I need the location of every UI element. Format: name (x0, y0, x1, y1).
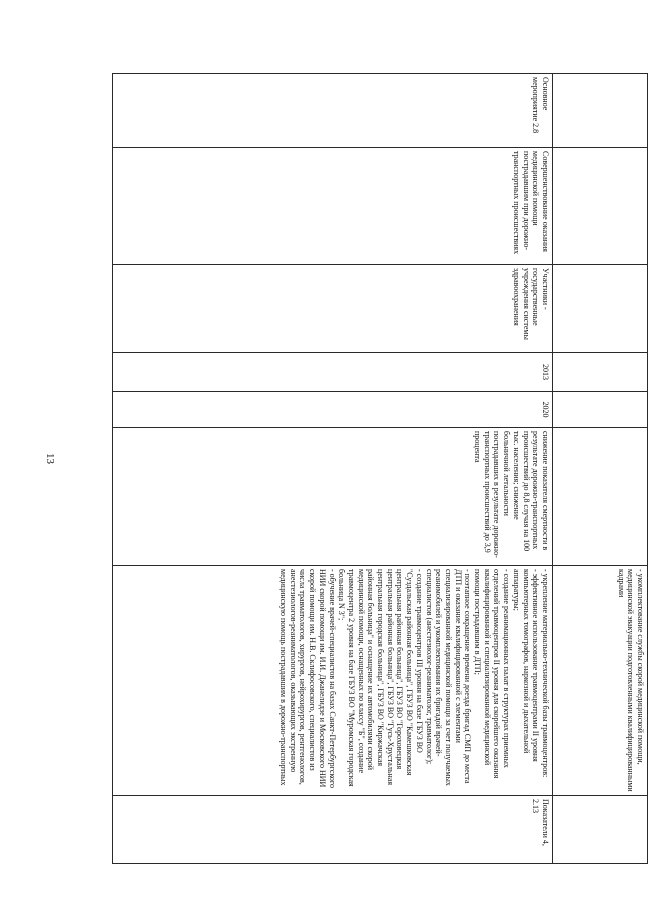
table-row-main (113, 74, 553, 864)
expected-result-text: снижение показателя смертности в результате дорожно-транспортных происшествий до 8,8 случая на 100 тыс. населения; снижение больничной летальности пострадавших в результате дорожно-транспортных происшествий до 3,9 процента (473, 431, 550, 558)
cell-executor (113, 265, 553, 353)
cell-name (113, 148, 553, 265)
page-number: 13 (44, 453, 56, 464)
rotated-table-page (112, 73, 648, 863)
direction-item: - создание реанимационных палат в структурах приемных отделений травмоцентров II уровня для скорейшего оказания квалифицированной и специализированной медицинской помощи пострадавшим в ДТП; (473, 569, 512, 779)
table-row-continuation (553, 74, 648, 864)
cell-directions (113, 566, 553, 796)
direction-item: - эффективное использование травмоцентрами II уровня компьютерных томографов, наркозной и дыхательной аппаратуры; (511, 569, 541, 762)
cell-empty-item (553, 74, 648, 148)
cell-empty-start (553, 353, 648, 392)
direction-item: - поэтапное сокращение времени доезда бригад СМП до места ДТП и оказание квалифицированной с элементами специализированной медицинской помощи за счет получаемых реанимобилей и укомплектования их бригадой врачей-специалистов (анестезиолог-реаниматолог, травматолог); (424, 569, 473, 786)
cell-empty-executor (553, 265, 648, 353)
cell-empty-end (553, 392, 648, 428)
cell-continued-result (553, 566, 648, 796)
cell-empty-name (553, 148, 648, 265)
cell-item (113, 74, 553, 148)
end-year: 2020 (541, 401, 550, 418)
continued-result-text: - укомплектование службы скорой медицинской помощи, медицинской эвакуации подготовленными квалифицированными кадрами (616, 569, 645, 792)
direction-item: - обучение врачей-специалистов на базах Санкт-Петербургского НИИ скорой помощи им. И.И. Джанелидзе и Московского НИИ скорой помощи им. Н.В. Склифосовского, специалистов из числа травматологов, хирургов, нейрохирургов, рентгенологов, анестезиологов-реаниматологов, оказывающих экстренную медицинскую помощь пострадавшим в дорожно-транспортных (279, 569, 337, 789)
cell-empty-result (553, 428, 648, 566)
activity-name: Совершенствование оказания медицинской помощи пострадавшим при дорожно-транспортных происшествиях (511, 151, 550, 255)
indicators-text: Показатели 4, 2.13 (531, 799, 550, 846)
cell-indicators (113, 796, 553, 864)
cell-end-year (113, 392, 553, 428)
cell-start-year (113, 353, 553, 392)
start-year: 2013 (541, 364, 550, 380)
cell-empty-indicators (553, 796, 648, 864)
direction-item: - укрепление материально-технической базы травмоцентров: (541, 569, 550, 778)
program-activities-table (112, 73, 648, 864)
item-number: Основное мероприятие 2.8 (531, 77, 550, 134)
executor-text: Участники - государственные учреждения системы здравоохранения (511, 268, 550, 340)
direction-item: - создание травмоцентров III уровня на базе ГБУЗ ВО "Суздальская районная больница", ГБУЗ ВО "Камешковская центральная районная больница", ГБУЗ ВО "Гороховецкая центральная районная больница", ГБУЗ ВО "Гусь-Хрустальная центральная городская больница", ГБУЗ ВО "Киржачская районная больница" и оснащение их автомобилями скорой медицинской помощи, оснащенных по классу "Б", создание травмоцентра 2 уровня на базе ГБУЗ ВО "Муромская городская больница N 3"; (337, 569, 424, 787)
cell-expected-result (113, 428, 553, 566)
